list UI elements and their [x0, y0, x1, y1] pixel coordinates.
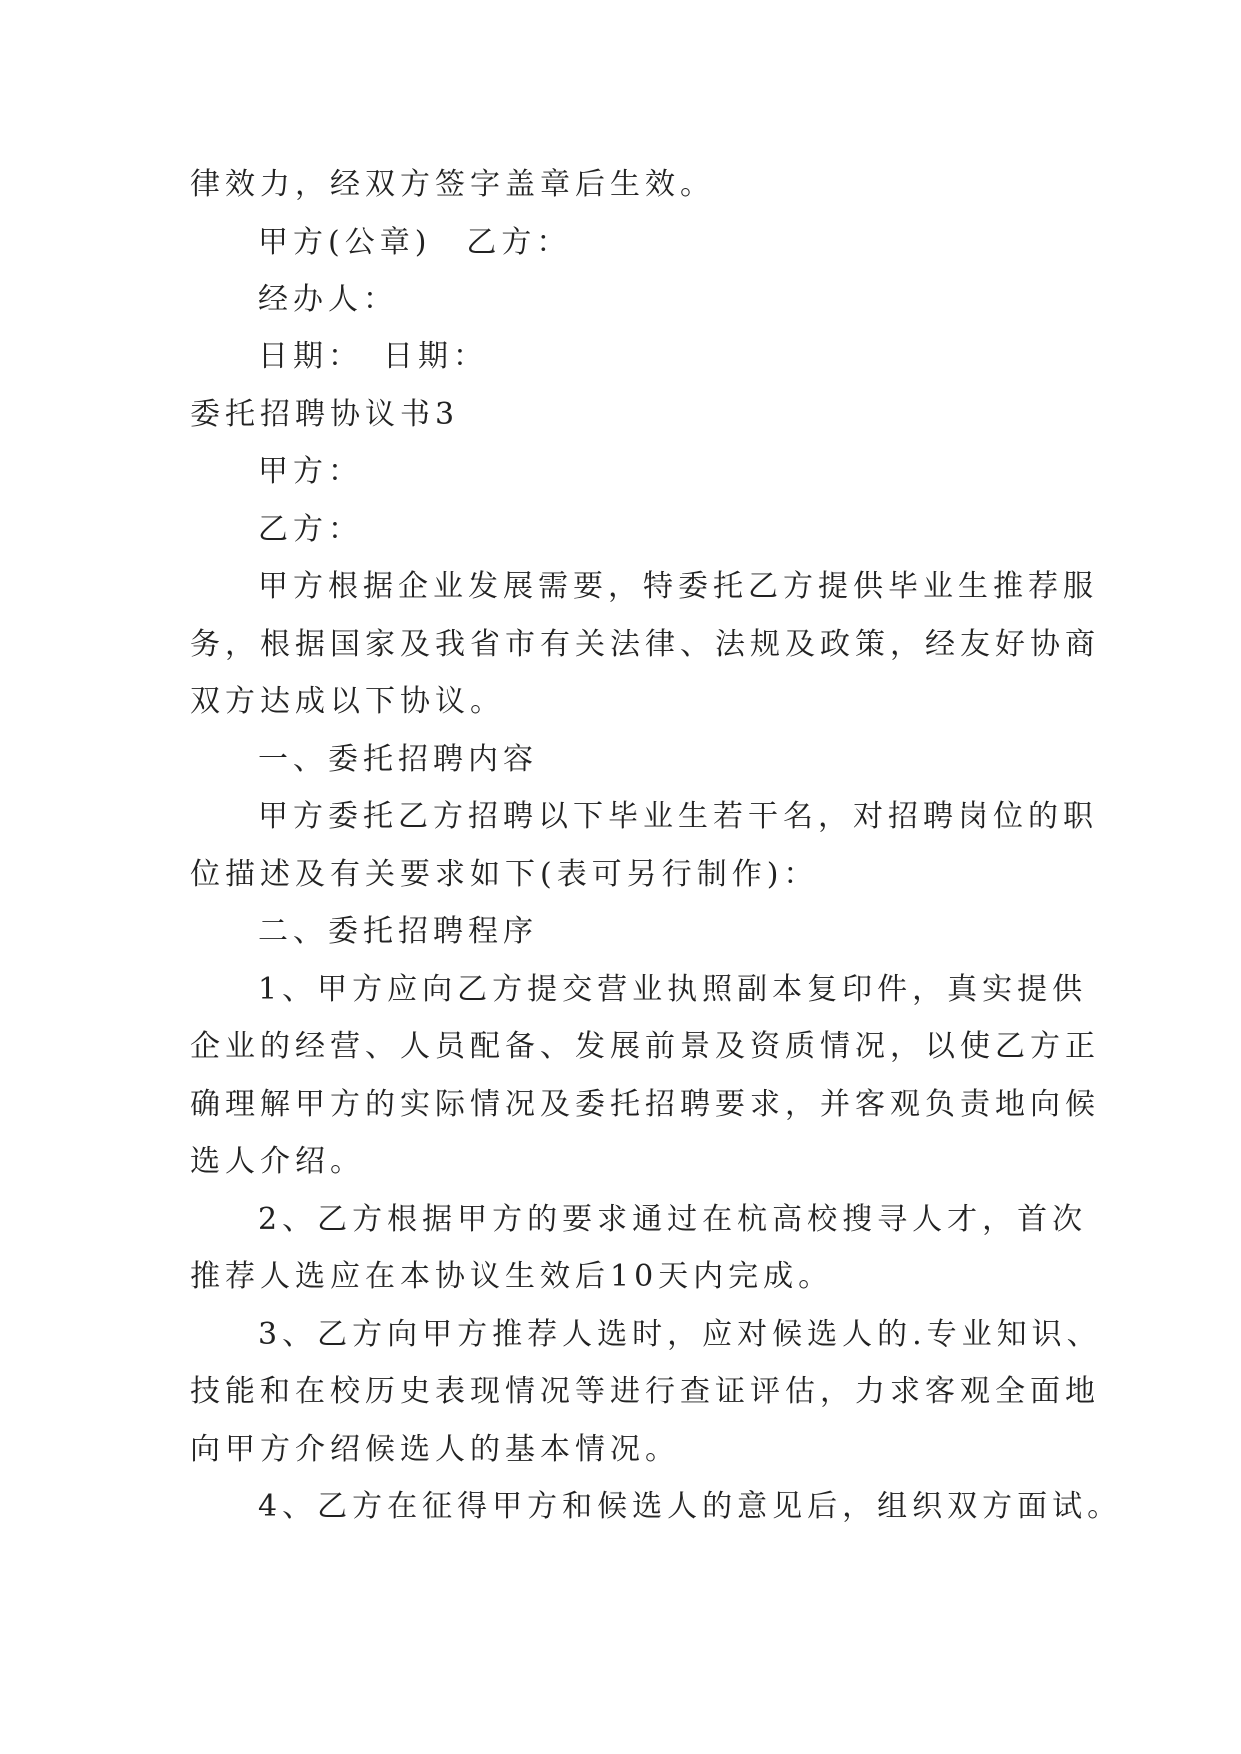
body-line: 技能和在校历史表现情况等进行查证评估，力求客观全面地 [190, 1374, 1100, 1409]
section-title: 委托招聘协议书3 [190, 397, 460, 432]
body-line: 甲方委托乙方招聘以下毕业生若干名，对招聘岗位的职 [258, 799, 1098, 834]
body-line: 3、乙方向甲方推荐人选时，应对候选人的.专业知识、 [258, 1317, 1102, 1352]
body-line: 律效力，经双方签字盖章后生效。 [190, 167, 715, 202]
signature-date-line: 日期： 日期： [258, 339, 488, 374]
body-line: 推荐人选应在本协议生效后10天内完成。 [190, 1259, 834, 1294]
body-line: 甲方根据企业发展需要，特委托乙方提供毕业生推荐服 [258, 569, 1098, 604]
signature-handler-line: 经办人： [258, 282, 398, 317]
heading-line: 一、委托招聘内容 [258, 742, 538, 777]
body-line: 1、甲方应向乙方提交营业执照副本复印件，真实提供 [258, 972, 1088, 1007]
body-line: 4、乙方在征得甲方和候选人的意见后，组织双方面试。 [258, 1489, 1123, 1524]
signature-party-line: 甲方(公章) 乙方： [258, 225, 572, 260]
body-line: 企业的经营、人员配备、发展前景及资质情况，以使乙方正 [190, 1029, 1100, 1064]
body-line: 双方达成以下协议。 [190, 684, 505, 719]
body-line: 务，根据国家及我省市有关法律、法规及政策，经友好协商 [190, 627, 1100, 662]
body-line: 确理解甲方的实际情况及委托招聘要求，并客观负责地向候 [190, 1087, 1100, 1122]
body-line: 选人介绍。 [190, 1144, 365, 1179]
party-b-line: 乙方： [258, 512, 363, 547]
body-line: 位描述及有关要求如下(表可另行制作)： [190, 857, 819, 892]
body-line: 向甲方介绍候选人的基本情况。 [190, 1432, 680, 1467]
party-a-line: 甲方： [258, 454, 363, 489]
body-line: 2、乙方根据甲方的要求通过在杭高校搜寻人才，首次 [258, 1202, 1088, 1237]
heading-line: 二、委托招聘程序 [258, 914, 538, 949]
